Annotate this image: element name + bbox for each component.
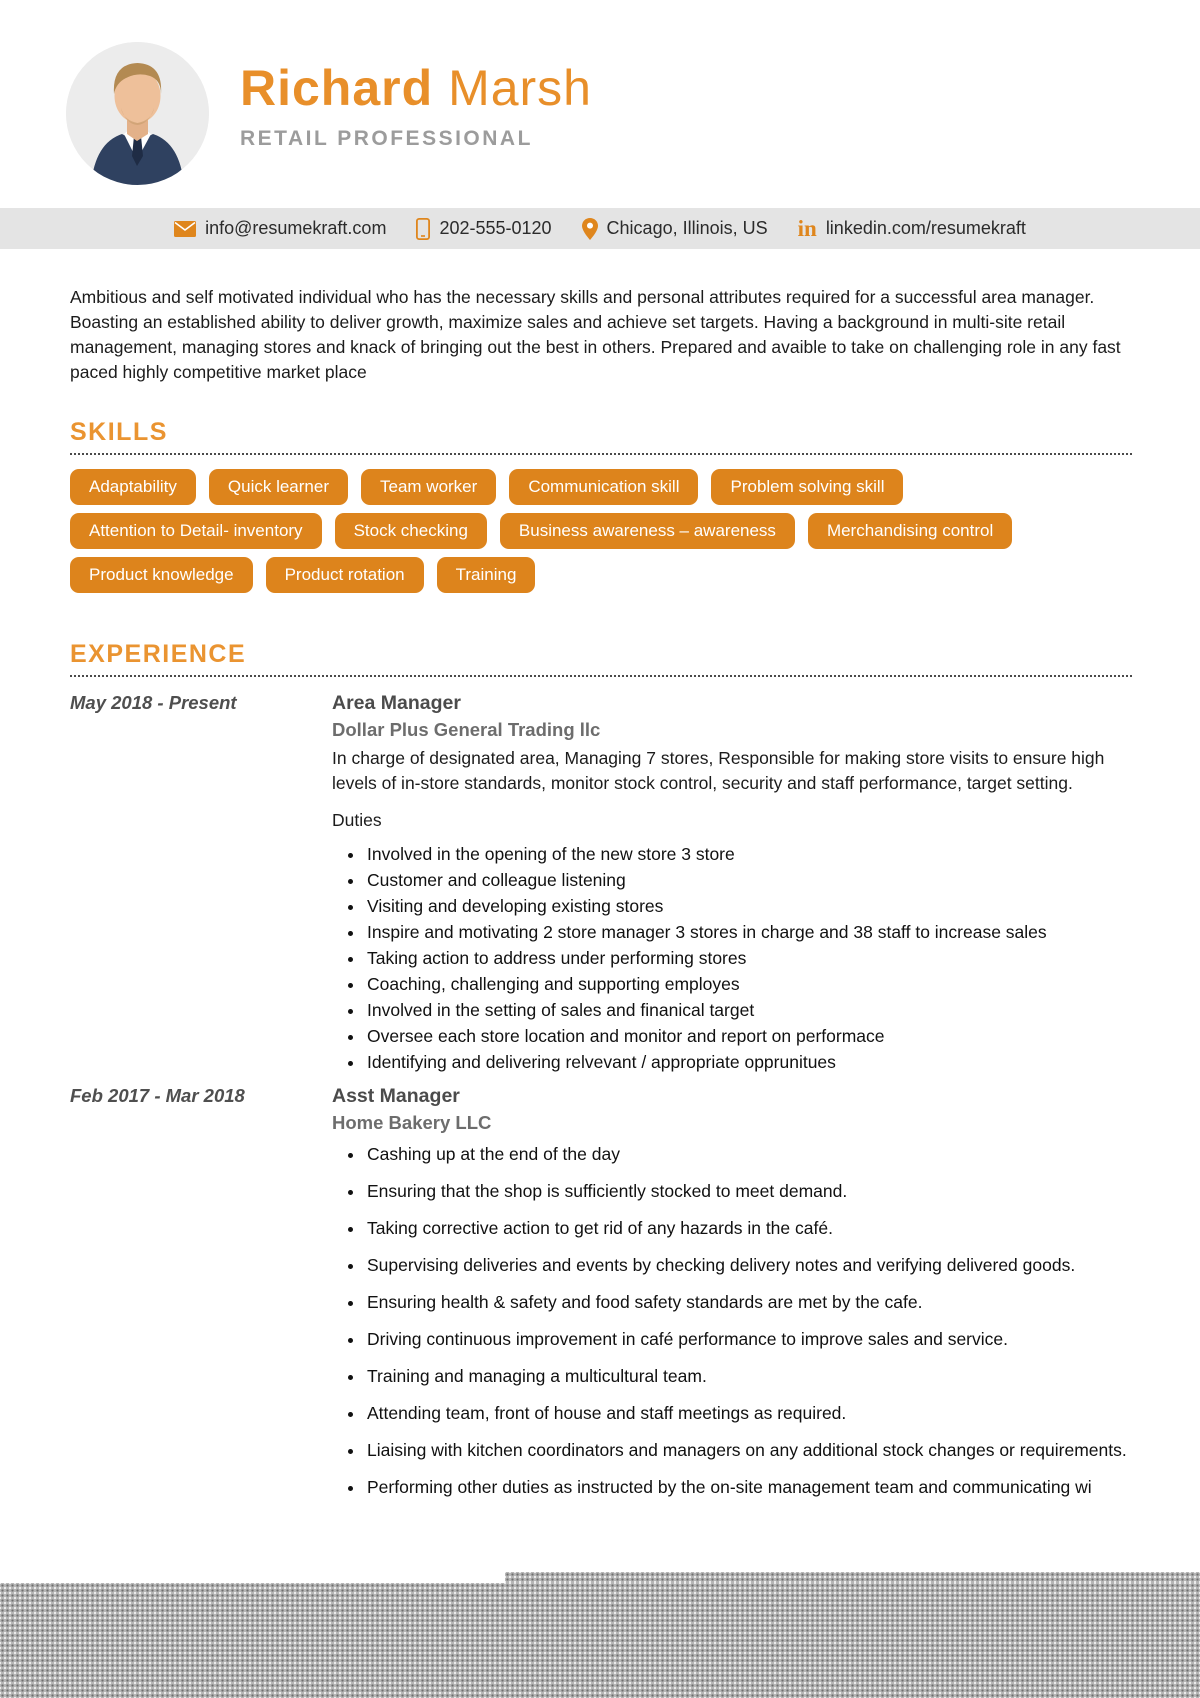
skill-pill: Product rotation — [266, 557, 424, 593]
bullet-item: • Performing other duties as instructed by the on-site management team and communicating wi — [365, 1475, 1132, 1500]
bullet-item: • Involved in the setting of sales and finanical target — [365, 998, 1132, 1023]
phone-icon — [416, 218, 430, 240]
skills-divider — [70, 453, 1132, 455]
skill-pill: Problem solving skill — [711, 469, 903, 505]
bullet-item: • Liaising with kitchen coordinators and managers on any additional stock changes or requirements. — [365, 1438, 1132, 1463]
last-name: Marsh — [448, 60, 592, 116]
skill-pill: Product knowledge — [70, 557, 253, 593]
profile-photo-icon — [66, 42, 209, 185]
skills-row-1 — [70, 469, 1132, 505]
bullet-item: • Involved in the opening of the new store 3 store — [365, 842, 1132, 867]
skill-pill: Training — [437, 557, 536, 593]
bullet-item: • Visiting and developing existing stores — [365, 894, 1132, 919]
entry-company: Home Bakery LLC — [332, 1112, 492, 1133]
skill-pill: Quick learner — [209, 469, 348, 505]
bullet-item: • Ensuring that the shop is sufficiently stocked to meet demand. — [365, 1179, 1132, 1204]
experience-entry-1 — [70, 690, 1132, 1076]
halftone-overlay-bottom — [0, 1583, 1200, 1698]
entry-dates: Feb 2017 - Mar 2018 — [70, 1085, 245, 1106]
bullet-item: • Attending team, front of house and staff meetings as required. — [365, 1401, 1132, 1426]
skill-pill: Attention to Detail- inventory — [70, 513, 322, 549]
bullet-item: • Training and managing a multicultural team. — [365, 1364, 1132, 1389]
skills-section — [70, 418, 1132, 593]
entry-job-title: Asst Manager — [332, 1085, 460, 1107]
avatar — [66, 42, 209, 185]
skills-row-3 — [70, 557, 1132, 593]
location-text: Chicago, Illinois, US — [606, 218, 768, 238]
experience-divider — [70, 675, 1132, 677]
bullet-item: • Identifying and delivering relvevant / appropriate opprunitues — [365, 1050, 1132, 1075]
skill-pill: Team worker — [361, 469, 496, 505]
contact-bar — [0, 208, 1200, 249]
summary-paragraph: Ambitious and self motivated individual who has the necessary skills and personal attributes required for a successful area manager. Boasting an established ability to deliver growth, maximize sales and achieve set targets. Having a background in multi-site retail management, managing stores and knack of bringing out the best in others. Prepared and avaible to take on challenging role in any fast paced highly competitive market place — [70, 287, 1121, 382]
page-title — [240, 62, 592, 114]
job-subtitle: RETAIL PROFESSIONAL — [240, 127, 533, 150]
contact-linkedin — [797, 215, 1026, 241]
bullet-item: • Oversee each store location and monitor and report on performace — [365, 1024, 1132, 1049]
skill-pill: Merchandising control — [808, 513, 1012, 549]
entry-bullet-list — [332, 842, 1132, 1075]
linkedin-icon: in — [797, 215, 817, 241]
skills-heading: SKILLS — [70, 418, 168, 446]
skills-row-2 — [70, 513, 1132, 549]
skill-pill: Business awareness – awareness — [500, 513, 795, 549]
bullet-item: • Taking action to address under performing stores — [365, 946, 1132, 971]
experience-heading: EXPERIENCE — [70, 640, 247, 668]
bullet-item: • Supervising deliveries and events by checking delivery notes and verifying delivered goods. — [365, 1253, 1132, 1278]
entry-content — [332, 690, 1132, 1076]
bullet-item: • Taking corrective action to get rid of any hazards in the café. — [365, 1216, 1132, 1241]
contact-phone — [416, 218, 551, 240]
header-name-block — [240, 62, 592, 151]
bullet-item: • Customer and colleague listening — [365, 868, 1132, 893]
linkedin-text: linkedin.com/resumekraft — [825, 218, 1026, 238]
bullet-item: • Cashing up at the end of the day — [365, 1142, 1132, 1167]
entry-description: In charge of designated area, Managing 7 stores, Responsible for making store visits to ensure high levels of in-store standards, monitor stock control, security and staff performance, target setting. — [332, 748, 1105, 793]
entry-bullet-list — [332, 1142, 1132, 1500]
skill-pill: Communication skill — [509, 469, 698, 505]
experience-entry-2 — [70, 1083, 1132, 1512]
resume-body — [70, 285, 1132, 1512]
entry-company: Dollar Plus General Trading llc — [332, 719, 601, 740]
bullet-item: • Ensuring health & safety and food safety standards are met by the cafe. — [365, 1290, 1132, 1315]
location-pin-icon — [582, 218, 598, 240]
bullet-item: • Inspire and motivating 2 store manager 3 stores in charge and 38 staff to increase sales — [365, 920, 1132, 945]
duties-label: Duties — [332, 810, 382, 830]
entry-job-title: Area Manager — [332, 692, 461, 714]
bullet-item: • Driving continuous improvement in café performance to improve sales and service. — [365, 1327, 1132, 1352]
email-icon — [174, 221, 196, 237]
entry-content — [332, 1083, 1132, 1512]
bullet-item: • Coaching, challenging and supporting employes — [365, 972, 1132, 997]
first-name: Richard — [240, 60, 434, 116]
phone-text: 202-555-0120 — [439, 218, 552, 238]
contact-location — [582, 218, 768, 240]
email-text: info@resumekraft.com — [205, 218, 387, 238]
experience-section — [70, 640, 1132, 1512]
entry-dates: May 2018 - Present — [70, 692, 237, 713]
skill-pill: Stock checking — [335, 513, 487, 549]
skill-pill: Adaptability — [70, 469, 196, 505]
contact-email — [174, 218, 386, 239]
skills-pills — [70, 469, 1132, 593]
